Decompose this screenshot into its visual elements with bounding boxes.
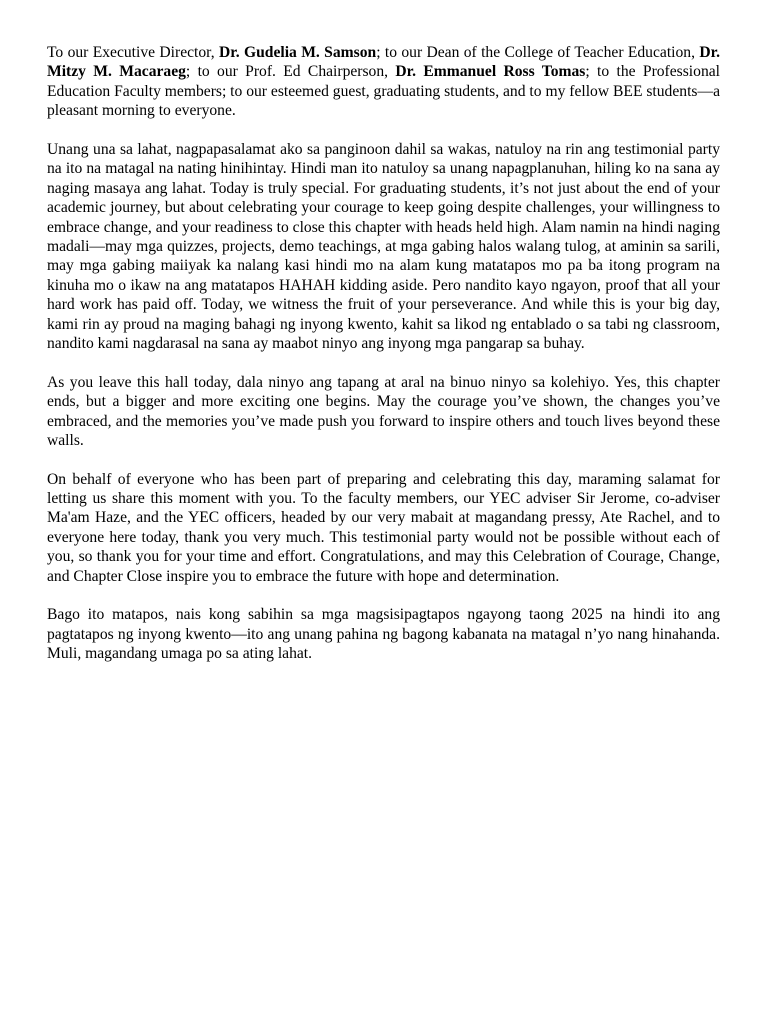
paragraph-text: Bago ito matapos, nais kong sabihin sa mga magsisipagtapos ngayong taong 2025 na hindi ito ang pagtatapos ng inyong kwento—ito ang unang pahina ng bagong kabanata na matagal n’yo nang hinahanda. Muli, magandang umaga po sa ating lahat. xyxy=(47,606,720,663)
paragraph-text: Unang una sa lahat, nagpapasalamat ako sa panginoon dahil sa wakas, natuloy na rin ang testimonial party na ito na matagal na nating hinihintay. Hindi man ito natuloy sa unang napagplanuhan, hiling ko na sana ay naging masaya ang lahat. Today is truly special. For graduating students, it’s not just about the end of your academic journey, but about celebrating your courage to keep going despite challenges, your willingness to embrace change, and your readiness to close this chapter with heads held high. Alam namin na hindi naging madali—may mga quizzes, projects, demo teachings, at mga gabing halos walang tulog, at aminin sa sarili, may mga gabing maiiyak ka nalang kasi hindi mo na alam kung matatapos mo pa ba itong program na kinuha mo o ikaw na ang matatapos HAHAH kidding aside. Pero nandito kayo ngayon, proof that all your hard work has paid off. Today, we witness the fruit of your perseverance. And while this is your big day, kami rin ay proud na maging bahagi ng inyong kwento, kahit sa likod ng entablado o sa tabi ng classroom, nandito kami nagdarasal na sana ay maabot ninyo ang inyong mga pangarap sa buhay. xyxy=(47,140,720,352)
paragraph-closing xyxy=(47,605,720,663)
paragraph-farewell xyxy=(47,373,720,451)
greeting-text: To our Executive Director, xyxy=(47,44,219,61)
paragraph-greeting xyxy=(47,43,720,121)
chairperson-name: Dr. Emmanuel Ross Tomas xyxy=(395,63,586,81)
paragraph-gratitude xyxy=(47,140,720,353)
dean-name: Dr. Mitzy M. Macaraeg xyxy=(47,44,720,81)
executive-director-name: Dr. Gudelia M. Samson xyxy=(219,44,377,61)
greeting-text: ; to our Dean of the College of Teacher Education, xyxy=(376,44,700,61)
speech-document xyxy=(47,43,720,683)
paragraph-thanks xyxy=(47,470,720,586)
greeting-text: ; to the Professional Education Faculty members; to our esteemed guest, graduating students, and to my fellow BEE students—a pleasant morning to everyone. xyxy=(47,63,720,120)
paragraph-text: On behalf of everyone who has been part of preparing and celebrating this day, maraming salamat for letting us share this moment with you. To the faculty members, our YEC adviser Sir Jerome, co-adviser Ma'am Haze, and the YEC officers, headed by our very mabait at magandang pressy, Ate Rachel, and to everyone here today, thank you very much. This testimonial party would not be possible without each of you, so thank you for your time and effort. Congratulations, and may this Celebration of Courage, Change, and Chapter Close inspire you to embrace the future with hope and determination. xyxy=(47,470,720,585)
greeting-text: ; to our Prof. Ed Chairperson, xyxy=(185,63,396,81)
paragraph-text: As you leave this hall today, dala ninyo ang tapang at aral na binuo ninyo sa kolehiyo. Yes, this chapter ends, but a bigger and more exciting one begins. May the courage you’ve shown, the changes you’ve embraced, and the memories you’ve made push you forward to inspire others and touch lives beyond these walls. xyxy=(47,373,720,449)
